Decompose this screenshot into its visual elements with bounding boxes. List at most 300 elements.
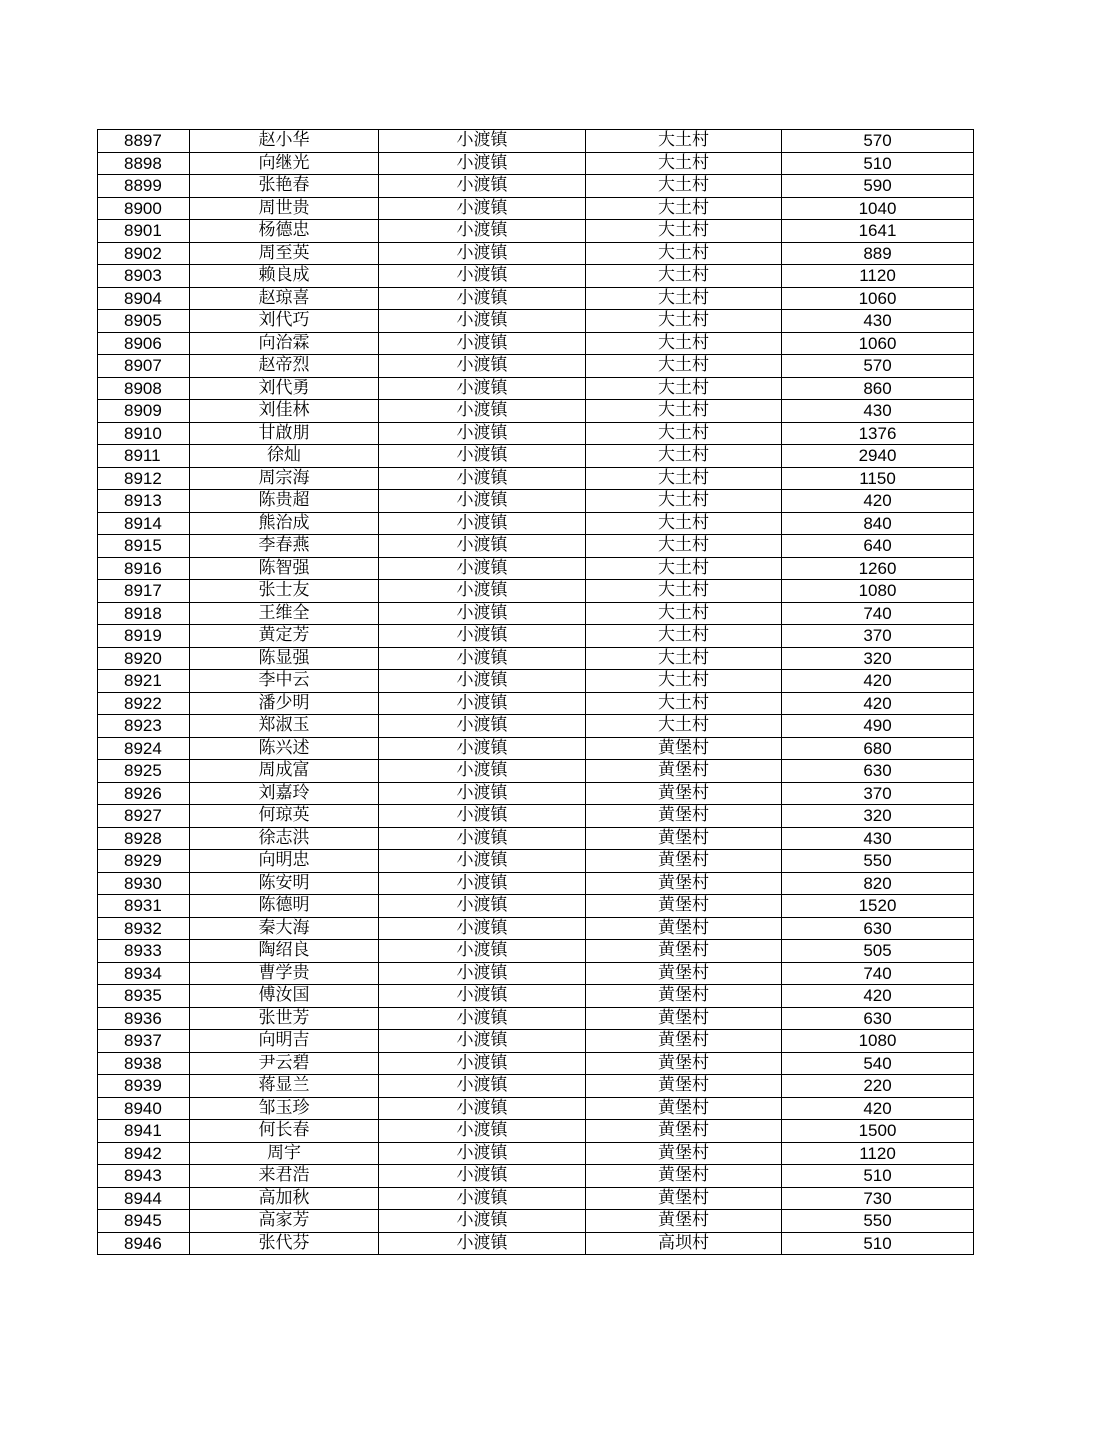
cell-amount: 420	[782, 692, 974, 715]
cell-name: 刘代勇	[190, 377, 379, 400]
cell-id: 8897	[98, 130, 190, 153]
table-row	[98, 962, 974, 985]
table-row	[98, 1120, 974, 1143]
cell-amount: 1376	[782, 422, 974, 445]
table-row	[98, 850, 974, 873]
cell-name: 陶绍良	[190, 940, 379, 963]
cell-id: 8909	[98, 400, 190, 423]
cell-village: 大土村	[586, 287, 782, 310]
cell-name: 高家芳	[190, 1210, 379, 1233]
table-row	[98, 1210, 974, 1233]
table-row	[98, 512, 974, 535]
cell-id: 8916	[98, 557, 190, 580]
cell-village: 黄堡村	[586, 827, 782, 850]
cell-id: 8931	[98, 895, 190, 918]
cell-amount: 570	[782, 355, 974, 378]
cell-name: 陈贵超	[190, 490, 379, 513]
cell-town: 小渡镇	[379, 1120, 586, 1143]
table-row	[98, 895, 974, 918]
cell-amount: 420	[782, 490, 974, 513]
table-row	[98, 422, 974, 445]
cell-amount: 420	[782, 1097, 974, 1120]
cell-name: 赵小华	[190, 130, 379, 153]
cell-id: 8930	[98, 872, 190, 895]
cell-name: 张士友	[190, 580, 379, 603]
cell-amount: 220	[782, 1075, 974, 1098]
cell-id: 8905	[98, 310, 190, 333]
cell-amount: 1150	[782, 467, 974, 490]
table-row	[98, 1232, 974, 1255]
table-row	[98, 1052, 974, 1075]
cell-town: 小渡镇	[379, 220, 586, 243]
cell-amount: 420	[782, 670, 974, 693]
cell-village: 黄堡村	[586, 1165, 782, 1188]
table-row	[98, 535, 974, 558]
cell-amount: 510	[782, 1232, 974, 1255]
cell-id: 8941	[98, 1120, 190, 1143]
cell-name: 张世芳	[190, 1007, 379, 1030]
cell-name: 周宗海	[190, 467, 379, 490]
cell-id: 8943	[98, 1165, 190, 1188]
cell-town: 小渡镇	[379, 692, 586, 715]
table-row	[98, 805, 974, 828]
cell-name: 杨德忠	[190, 220, 379, 243]
cell-name: 向明吉	[190, 1030, 379, 1053]
cell-village: 大土村	[586, 535, 782, 558]
table-row	[98, 1030, 974, 1053]
cell-village: 大土村	[586, 647, 782, 670]
cell-village: 黄堡村	[586, 1120, 782, 1143]
cell-amount: 420	[782, 985, 974, 1008]
cell-village: 大土村	[586, 265, 782, 288]
table-row	[98, 467, 974, 490]
cell-id: 8902	[98, 242, 190, 265]
table-row	[98, 490, 974, 513]
cell-village: 大土村	[586, 715, 782, 738]
cell-town: 小渡镇	[379, 400, 586, 423]
cell-name: 秦大海	[190, 917, 379, 940]
table-row	[98, 445, 974, 468]
cell-amount: 1500	[782, 1120, 974, 1143]
cell-town: 小渡镇	[379, 1210, 586, 1233]
cell-town: 小渡镇	[379, 895, 586, 918]
cell-amount: 570	[782, 130, 974, 153]
cell-amount: 740	[782, 602, 974, 625]
cell-village: 黄堡村	[586, 1007, 782, 1030]
cell-town: 小渡镇	[379, 1165, 586, 1188]
cell-town: 小渡镇	[379, 512, 586, 535]
table-row	[98, 602, 974, 625]
cell-town: 小渡镇	[379, 557, 586, 580]
cell-name: 高加秋	[190, 1187, 379, 1210]
cell-name: 来君浩	[190, 1165, 379, 1188]
cell-amount: 1520	[782, 895, 974, 918]
cell-village: 大土村	[586, 445, 782, 468]
cell-town: 小渡镇	[379, 782, 586, 805]
cell-town: 小渡镇	[379, 197, 586, 220]
cell-village: 大土村	[586, 152, 782, 175]
table-row	[98, 242, 974, 265]
cell-name: 周世贵	[190, 197, 379, 220]
cell-amount: 1060	[782, 287, 974, 310]
cell-name: 傅汝国	[190, 985, 379, 1008]
cell-town: 小渡镇	[379, 355, 586, 378]
cell-village: 黄堡村	[586, 805, 782, 828]
cell-village: 大土村	[586, 130, 782, 153]
cell-town: 小渡镇	[379, 850, 586, 873]
cell-town: 小渡镇	[379, 175, 586, 198]
cell-name: 陈安明	[190, 872, 379, 895]
cell-amount: 320	[782, 647, 974, 670]
cell-amount: 320	[782, 805, 974, 828]
cell-amount: 1120	[782, 265, 974, 288]
cell-amount: 1641	[782, 220, 974, 243]
cell-name: 陈德明	[190, 895, 379, 918]
table-row	[98, 625, 974, 648]
cell-town: 小渡镇	[379, 310, 586, 333]
table-row	[98, 1075, 974, 1098]
cell-village: 大土村	[586, 377, 782, 400]
cell-town: 小渡镇	[379, 1097, 586, 1120]
cell-id: 8934	[98, 962, 190, 985]
cell-village: 黄堡村	[586, 1142, 782, 1165]
cell-village: 大土村	[586, 512, 782, 535]
data-table	[97, 129, 974, 1255]
cell-id: 8918	[98, 602, 190, 625]
cell-amount: 1080	[782, 580, 974, 603]
cell-town: 小渡镇	[379, 490, 586, 513]
cell-town: 小渡镇	[379, 130, 586, 153]
cell-village: 大土村	[586, 692, 782, 715]
cell-village: 黄堡村	[586, 1097, 782, 1120]
cell-name: 刘佳林	[190, 400, 379, 423]
cell-id: 8906	[98, 332, 190, 355]
cell-id: 8900	[98, 197, 190, 220]
cell-id: 8914	[98, 512, 190, 535]
table-row	[98, 670, 974, 693]
table-row	[98, 737, 974, 760]
cell-village: 大土村	[586, 602, 782, 625]
cell-amount: 740	[782, 962, 974, 985]
cell-id: 8903	[98, 265, 190, 288]
cell-id: 8927	[98, 805, 190, 828]
cell-name: 王维全	[190, 602, 379, 625]
table-row	[98, 130, 974, 153]
table-row	[98, 782, 974, 805]
cell-amount: 430	[782, 400, 974, 423]
cell-id: 8929	[98, 850, 190, 873]
cell-id: 8912	[98, 467, 190, 490]
cell-amount: 1040	[782, 197, 974, 220]
cell-id: 8936	[98, 1007, 190, 1030]
cell-name: 熊治成	[190, 512, 379, 535]
cell-village: 黄堡村	[586, 1210, 782, 1233]
cell-village: 大土村	[586, 197, 782, 220]
cell-town: 小渡镇	[379, 152, 586, 175]
table-row	[98, 1142, 974, 1165]
cell-village: 大土村	[586, 670, 782, 693]
cell-village: 黄堡村	[586, 985, 782, 1008]
cell-town: 小渡镇	[379, 1030, 586, 1053]
cell-id: 8898	[98, 152, 190, 175]
cell-amount: 1080	[782, 1030, 974, 1053]
cell-town: 小渡镇	[379, 377, 586, 400]
cell-amount: 370	[782, 625, 974, 648]
cell-name: 周宇	[190, 1142, 379, 1165]
cell-id: 8910	[98, 422, 190, 445]
table-row	[98, 1007, 974, 1030]
cell-town: 小渡镇	[379, 737, 586, 760]
table-row	[98, 1097, 974, 1120]
cell-name: 陈兴述	[190, 737, 379, 760]
cell-name: 周成富	[190, 760, 379, 783]
cell-village: 大土村	[586, 490, 782, 513]
cell-amount: 640	[782, 535, 974, 558]
cell-name: 周至英	[190, 242, 379, 265]
table-row	[98, 355, 974, 378]
cell-town: 小渡镇	[379, 917, 586, 940]
cell-name: 黄定芳	[190, 625, 379, 648]
table-row	[98, 692, 974, 715]
cell-town: 小渡镇	[379, 1232, 586, 1255]
cell-village: 大土村	[586, 220, 782, 243]
cell-village: 黄堡村	[586, 962, 782, 985]
cell-amount: 730	[782, 1187, 974, 1210]
cell-town: 小渡镇	[379, 805, 586, 828]
cell-id: 8908	[98, 377, 190, 400]
cell-town: 小渡镇	[379, 647, 586, 670]
cell-town: 小渡镇	[379, 1142, 586, 1165]
cell-name: 徐志洪	[190, 827, 379, 850]
cell-name: 赵琼喜	[190, 287, 379, 310]
cell-village: 大土村	[586, 175, 782, 198]
cell-name: 曹学贵	[190, 962, 379, 985]
cell-town: 小渡镇	[379, 535, 586, 558]
cell-id: 8917	[98, 580, 190, 603]
cell-amount: 2940	[782, 445, 974, 468]
cell-name: 何长春	[190, 1120, 379, 1143]
cell-village: 大土村	[586, 332, 782, 355]
cell-id: 8938	[98, 1052, 190, 1075]
cell-town: 小渡镇	[379, 985, 586, 1008]
cell-village: 黄堡村	[586, 1187, 782, 1210]
cell-name: 向治霖	[190, 332, 379, 355]
cell-town: 小渡镇	[379, 962, 586, 985]
cell-id: 8923	[98, 715, 190, 738]
cell-amount: 430	[782, 827, 974, 850]
cell-id: 8926	[98, 782, 190, 805]
cell-name: 郑淑玉	[190, 715, 379, 738]
cell-name: 蒋显兰	[190, 1075, 379, 1098]
cell-town: 小渡镇	[379, 422, 586, 445]
cell-id: 8942	[98, 1142, 190, 1165]
table-row	[98, 940, 974, 963]
cell-name: 甘啟朋	[190, 422, 379, 445]
cell-id: 8937	[98, 1030, 190, 1053]
cell-name: 刘代巧	[190, 310, 379, 333]
cell-amount: 1120	[782, 1142, 974, 1165]
cell-town: 小渡镇	[379, 602, 586, 625]
cell-id: 8933	[98, 940, 190, 963]
cell-town: 小渡镇	[379, 580, 586, 603]
cell-amount: 430	[782, 310, 974, 333]
table-row	[98, 580, 974, 603]
table-row	[98, 1187, 974, 1210]
cell-village: 黄堡村	[586, 1075, 782, 1098]
cell-amount: 1060	[782, 332, 974, 355]
cell-town: 小渡镇	[379, 1007, 586, 1030]
cell-town: 小渡镇	[379, 1075, 586, 1098]
table-row	[98, 152, 974, 175]
cell-village: 大土村	[586, 242, 782, 265]
table-row	[98, 175, 974, 198]
cell-id: 8940	[98, 1097, 190, 1120]
cell-village: 黄堡村	[586, 872, 782, 895]
table-row	[98, 715, 974, 738]
cell-name: 尹云碧	[190, 1052, 379, 1075]
cell-name: 徐灿	[190, 445, 379, 468]
cell-town: 小渡镇	[379, 242, 586, 265]
cell-name: 陈智强	[190, 557, 379, 580]
table-row	[98, 647, 974, 670]
cell-amount: 889	[782, 242, 974, 265]
cell-town: 小渡镇	[379, 1052, 586, 1075]
cell-village: 黄堡村	[586, 917, 782, 940]
cell-village: 黄堡村	[586, 737, 782, 760]
cell-village: 大土村	[586, 422, 782, 445]
cell-amount: 370	[782, 782, 974, 805]
cell-id: 8904	[98, 287, 190, 310]
cell-id: 8922	[98, 692, 190, 715]
cell-id: 8921	[98, 670, 190, 693]
cell-amount: 630	[782, 917, 974, 940]
cell-village: 大土村	[586, 400, 782, 423]
cell-village: 黄堡村	[586, 782, 782, 805]
cell-amount: 630	[782, 1007, 974, 1030]
cell-name: 刘嘉玲	[190, 782, 379, 805]
cell-town: 小渡镇	[379, 940, 586, 963]
cell-village: 黄堡村	[586, 895, 782, 918]
cell-name: 潘少明	[190, 692, 379, 715]
cell-amount: 590	[782, 175, 974, 198]
cell-amount: 550	[782, 850, 974, 873]
table-row	[98, 265, 974, 288]
cell-village: 大土村	[586, 580, 782, 603]
cell-name: 赵帝烈	[190, 355, 379, 378]
cell-name: 李春燕	[190, 535, 379, 558]
cell-village: 大土村	[586, 355, 782, 378]
cell-id: 8925	[98, 760, 190, 783]
cell-village: 黄堡村	[586, 940, 782, 963]
table-row	[98, 1165, 974, 1188]
cell-village: 黄堡村	[586, 1030, 782, 1053]
cell-name: 张代芬	[190, 1232, 379, 1255]
cell-name: 邹玉珍	[190, 1097, 379, 1120]
cell-town: 小渡镇	[379, 670, 586, 693]
table-row	[98, 287, 974, 310]
cell-amount: 510	[782, 1165, 974, 1188]
cell-town: 小渡镇	[379, 625, 586, 648]
table-row	[98, 917, 974, 940]
cell-amount: 860	[782, 377, 974, 400]
cell-id: 8944	[98, 1187, 190, 1210]
table-row	[98, 332, 974, 355]
cell-amount: 540	[782, 1052, 974, 1075]
cell-id: 8924	[98, 737, 190, 760]
cell-id: 8919	[98, 625, 190, 648]
cell-id: 8915	[98, 535, 190, 558]
cell-amount: 505	[782, 940, 974, 963]
table-row	[98, 220, 974, 243]
cell-amount: 1260	[782, 557, 974, 580]
cell-id: 8911	[98, 445, 190, 468]
cell-village: 黄堡村	[586, 1052, 782, 1075]
cell-name: 向继光	[190, 152, 379, 175]
cell-name: 赖良成	[190, 265, 379, 288]
cell-amount: 680	[782, 737, 974, 760]
cell-id: 8935	[98, 985, 190, 1008]
cell-village: 高坝村	[586, 1232, 782, 1255]
cell-town: 小渡镇	[379, 760, 586, 783]
cell-town: 小渡镇	[379, 827, 586, 850]
cell-village: 大土村	[586, 557, 782, 580]
table-row	[98, 197, 974, 220]
spreadsheet-page	[97, 129, 973, 1255]
cell-amount: 630	[782, 760, 974, 783]
cell-id: 8939	[98, 1075, 190, 1098]
cell-town: 小渡镇	[379, 265, 586, 288]
table-row	[98, 760, 974, 783]
cell-id: 8913	[98, 490, 190, 513]
cell-town: 小渡镇	[379, 872, 586, 895]
cell-amount: 840	[782, 512, 974, 535]
cell-town: 小渡镇	[379, 332, 586, 355]
cell-id: 8946	[98, 1232, 190, 1255]
cell-id: 8920	[98, 647, 190, 670]
cell-town: 小渡镇	[379, 445, 586, 468]
table-row	[98, 377, 974, 400]
cell-town: 小渡镇	[379, 287, 586, 310]
cell-id: 8907	[98, 355, 190, 378]
cell-village: 大土村	[586, 310, 782, 333]
cell-id: 8928	[98, 827, 190, 850]
cell-name: 李中云	[190, 670, 379, 693]
cell-village: 大土村	[586, 625, 782, 648]
table-body	[98, 130, 974, 1255]
table-row	[98, 827, 974, 850]
cell-village: 黄堡村	[586, 850, 782, 873]
cell-town: 小渡镇	[379, 715, 586, 738]
table-row	[98, 400, 974, 423]
table-row	[98, 310, 974, 333]
cell-town: 小渡镇	[379, 467, 586, 490]
cell-id: 8899	[98, 175, 190, 198]
cell-town: 小渡镇	[379, 1187, 586, 1210]
cell-amount: 550	[782, 1210, 974, 1233]
cell-amount: 490	[782, 715, 974, 738]
table-row	[98, 557, 974, 580]
table-row	[98, 872, 974, 895]
cell-name: 向明忠	[190, 850, 379, 873]
cell-amount: 820	[782, 872, 974, 895]
cell-village: 黄堡村	[586, 760, 782, 783]
cell-id: 8901	[98, 220, 190, 243]
cell-id: 8932	[98, 917, 190, 940]
cell-amount: 510	[782, 152, 974, 175]
cell-name: 张艳春	[190, 175, 379, 198]
table-row	[98, 985, 974, 1008]
cell-name: 何琼英	[190, 805, 379, 828]
